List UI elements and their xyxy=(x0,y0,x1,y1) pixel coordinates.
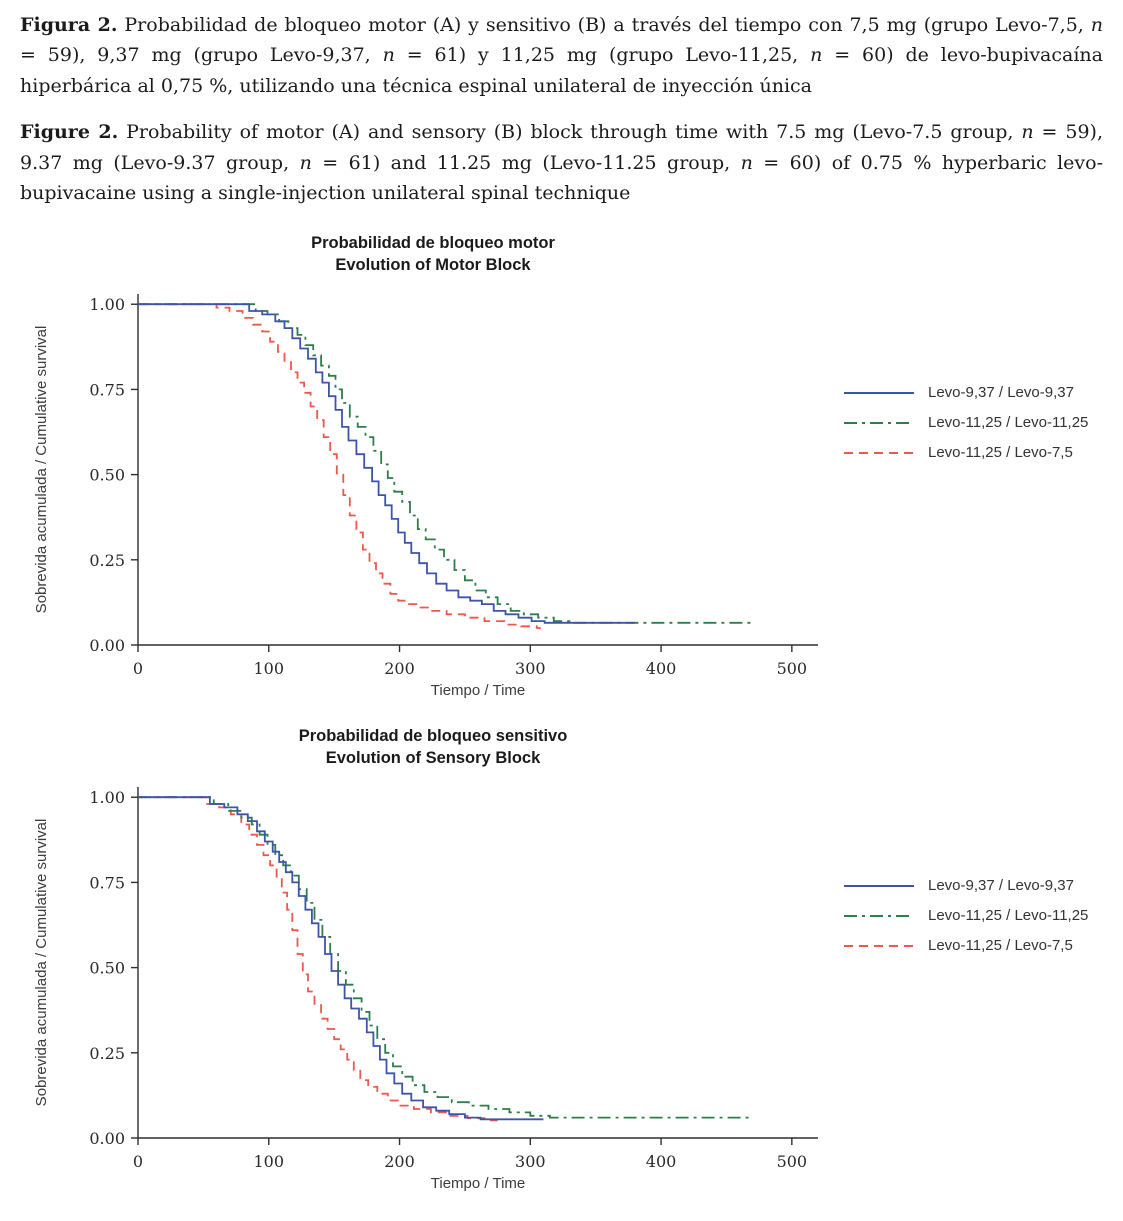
sensory-block-chart xyxy=(20,717,840,1202)
chart-svg xyxy=(20,717,840,1202)
x-tick-label: 500 xyxy=(776,659,808,679)
legend-item xyxy=(842,937,1088,954)
legend-label: Levo-11,25 / Levo-11,25 xyxy=(928,907,1089,925)
x-tick-label: 400 xyxy=(645,1152,677,1172)
chart-title-en: Evolution of Sensory Block xyxy=(325,749,541,768)
legend-line-sample-dashed xyxy=(842,939,916,953)
legend-line-sample-solid xyxy=(842,879,916,893)
motor-block-chart xyxy=(20,224,840,709)
y-tick-label: 0.25 xyxy=(89,1044,125,1064)
x-tick-label: 200 xyxy=(384,659,415,679)
motor-chart-legend xyxy=(842,384,1088,461)
caption-segment: n xyxy=(810,44,823,67)
legend-label: Levo-11,25 / Levo-7,5 xyxy=(928,937,1073,955)
survival-curve-dash-dot xyxy=(138,305,753,624)
x-tick-label: 200 xyxy=(384,1152,415,1172)
caption-segment: n xyxy=(1090,14,1104,36)
y-tick-label: 0.00 xyxy=(89,636,125,656)
chart-title-en: Evolution of Motor Block xyxy=(335,256,531,275)
y-tick-label: 1.00 xyxy=(89,788,125,808)
x-tick-label: 300 xyxy=(515,659,546,679)
y-tick-label: 0.50 xyxy=(89,465,125,485)
caption-segment: = 61) y 11,25 mg (grupo Levo-11,25, xyxy=(394,44,811,67)
motor-chart-block xyxy=(20,224,1103,709)
caption-segment: = 60) of 0.75 % hyperbaric levo-bupivacaine using a single-injection unilateral spinal technique xyxy=(20,151,1104,204)
caption-segment: = 60) de levo-bupivacaína hiperbárica al 0,75 %, utilizando una técnica espinal unilateral de inyección única xyxy=(20,44,1103,97)
survival-curve-solid xyxy=(138,798,543,1120)
survival-curve-dashed xyxy=(138,305,541,629)
caption-segment: n xyxy=(740,151,753,174)
x-tick-label: 400 xyxy=(645,659,677,679)
legend-item xyxy=(842,384,1088,401)
legend-line-sample-solid xyxy=(842,386,916,400)
legend-label: Levo-9,37 / Levo-9,37 xyxy=(928,877,1074,895)
y-axis-label: Sobrevida acumulada / Cumulative survival xyxy=(33,326,50,614)
legend-item xyxy=(842,907,1088,924)
chart-svg xyxy=(20,224,840,709)
legend-item xyxy=(842,414,1088,431)
sensory-chart-legend xyxy=(842,877,1088,954)
x-tick-label: 100 xyxy=(253,659,285,679)
caption-segment: n xyxy=(1021,121,1034,144)
legend-line-sample-dashed xyxy=(842,446,916,460)
y-tick-label: 0.75 xyxy=(89,873,125,893)
legend-line-sample-dash-dot xyxy=(842,416,916,430)
caption-segment: Probabilidad de bloqueo motor (A) y sensitivo (B) a través del tiempo con 7,5 mg (grupo Levo-7,5, xyxy=(117,14,1091,36)
legend-item xyxy=(842,444,1088,461)
chart-title-es: Probabilidad de bloqueo sensitivo xyxy=(298,727,568,746)
legend-label: Levo-9,37 / Levo-9,37 xyxy=(928,384,1074,402)
legend-line-sample-dash-dot xyxy=(842,909,916,923)
caption-segment: n xyxy=(382,44,395,67)
caption-segment: n xyxy=(299,151,312,174)
legend-label: Levo-11,25 / Levo-7,5 xyxy=(928,444,1073,462)
caption-segment: = 59), 9,37 mg (grupo Levo-9,37, xyxy=(20,44,383,67)
legend-label: Levo-11,25 / Levo-11,25 xyxy=(928,414,1089,432)
y-tick-label: 0.75 xyxy=(89,380,125,400)
y-tick-label: 0.50 xyxy=(89,958,125,978)
x-tick-label: 0 xyxy=(132,659,144,679)
caption-en-label: Figure 2. xyxy=(20,121,119,144)
y-axis-label: Sobrevida acumulada / Cumulative survival xyxy=(33,819,50,1107)
legend-item xyxy=(842,877,1088,894)
caption-es-label: Figura 2. xyxy=(20,14,118,36)
caption-segment: Probability of motor (A) and sensory (B) block through time with 7.5 mg (Levo-7.5 group, xyxy=(118,121,1022,144)
x-tick-label: 100 xyxy=(253,1152,285,1172)
caption-en xyxy=(20,117,1103,208)
y-tick-label: 1.00 xyxy=(89,295,125,315)
caption-es xyxy=(20,10,1103,101)
caption-segment: = 61) and 11.25 mg (Levo-11.25 group, xyxy=(311,151,741,174)
x-tick-label: 0 xyxy=(132,1152,144,1172)
x-axis-label: Tiempo / Time xyxy=(430,682,526,700)
caption-segment: = 59), 9.37 mg (Levo-9.37 group, xyxy=(20,121,1103,174)
x-axis-label: Tiempo / Time xyxy=(430,1175,526,1193)
chart-title-es: Probabilidad de bloqueo motor xyxy=(311,234,555,253)
survival-curve-dash-dot xyxy=(138,798,753,1118)
x-tick-label: 300 xyxy=(515,1152,546,1172)
sensory-chart-block xyxy=(20,717,1103,1202)
caption-es-text xyxy=(20,14,1103,97)
caption-en-text xyxy=(20,121,1103,204)
survival-curve-dashed xyxy=(138,798,498,1121)
y-tick-label: 0.00 xyxy=(89,1129,125,1149)
y-tick-label: 0.25 xyxy=(89,551,125,571)
x-tick-label: 500 xyxy=(776,1152,808,1172)
